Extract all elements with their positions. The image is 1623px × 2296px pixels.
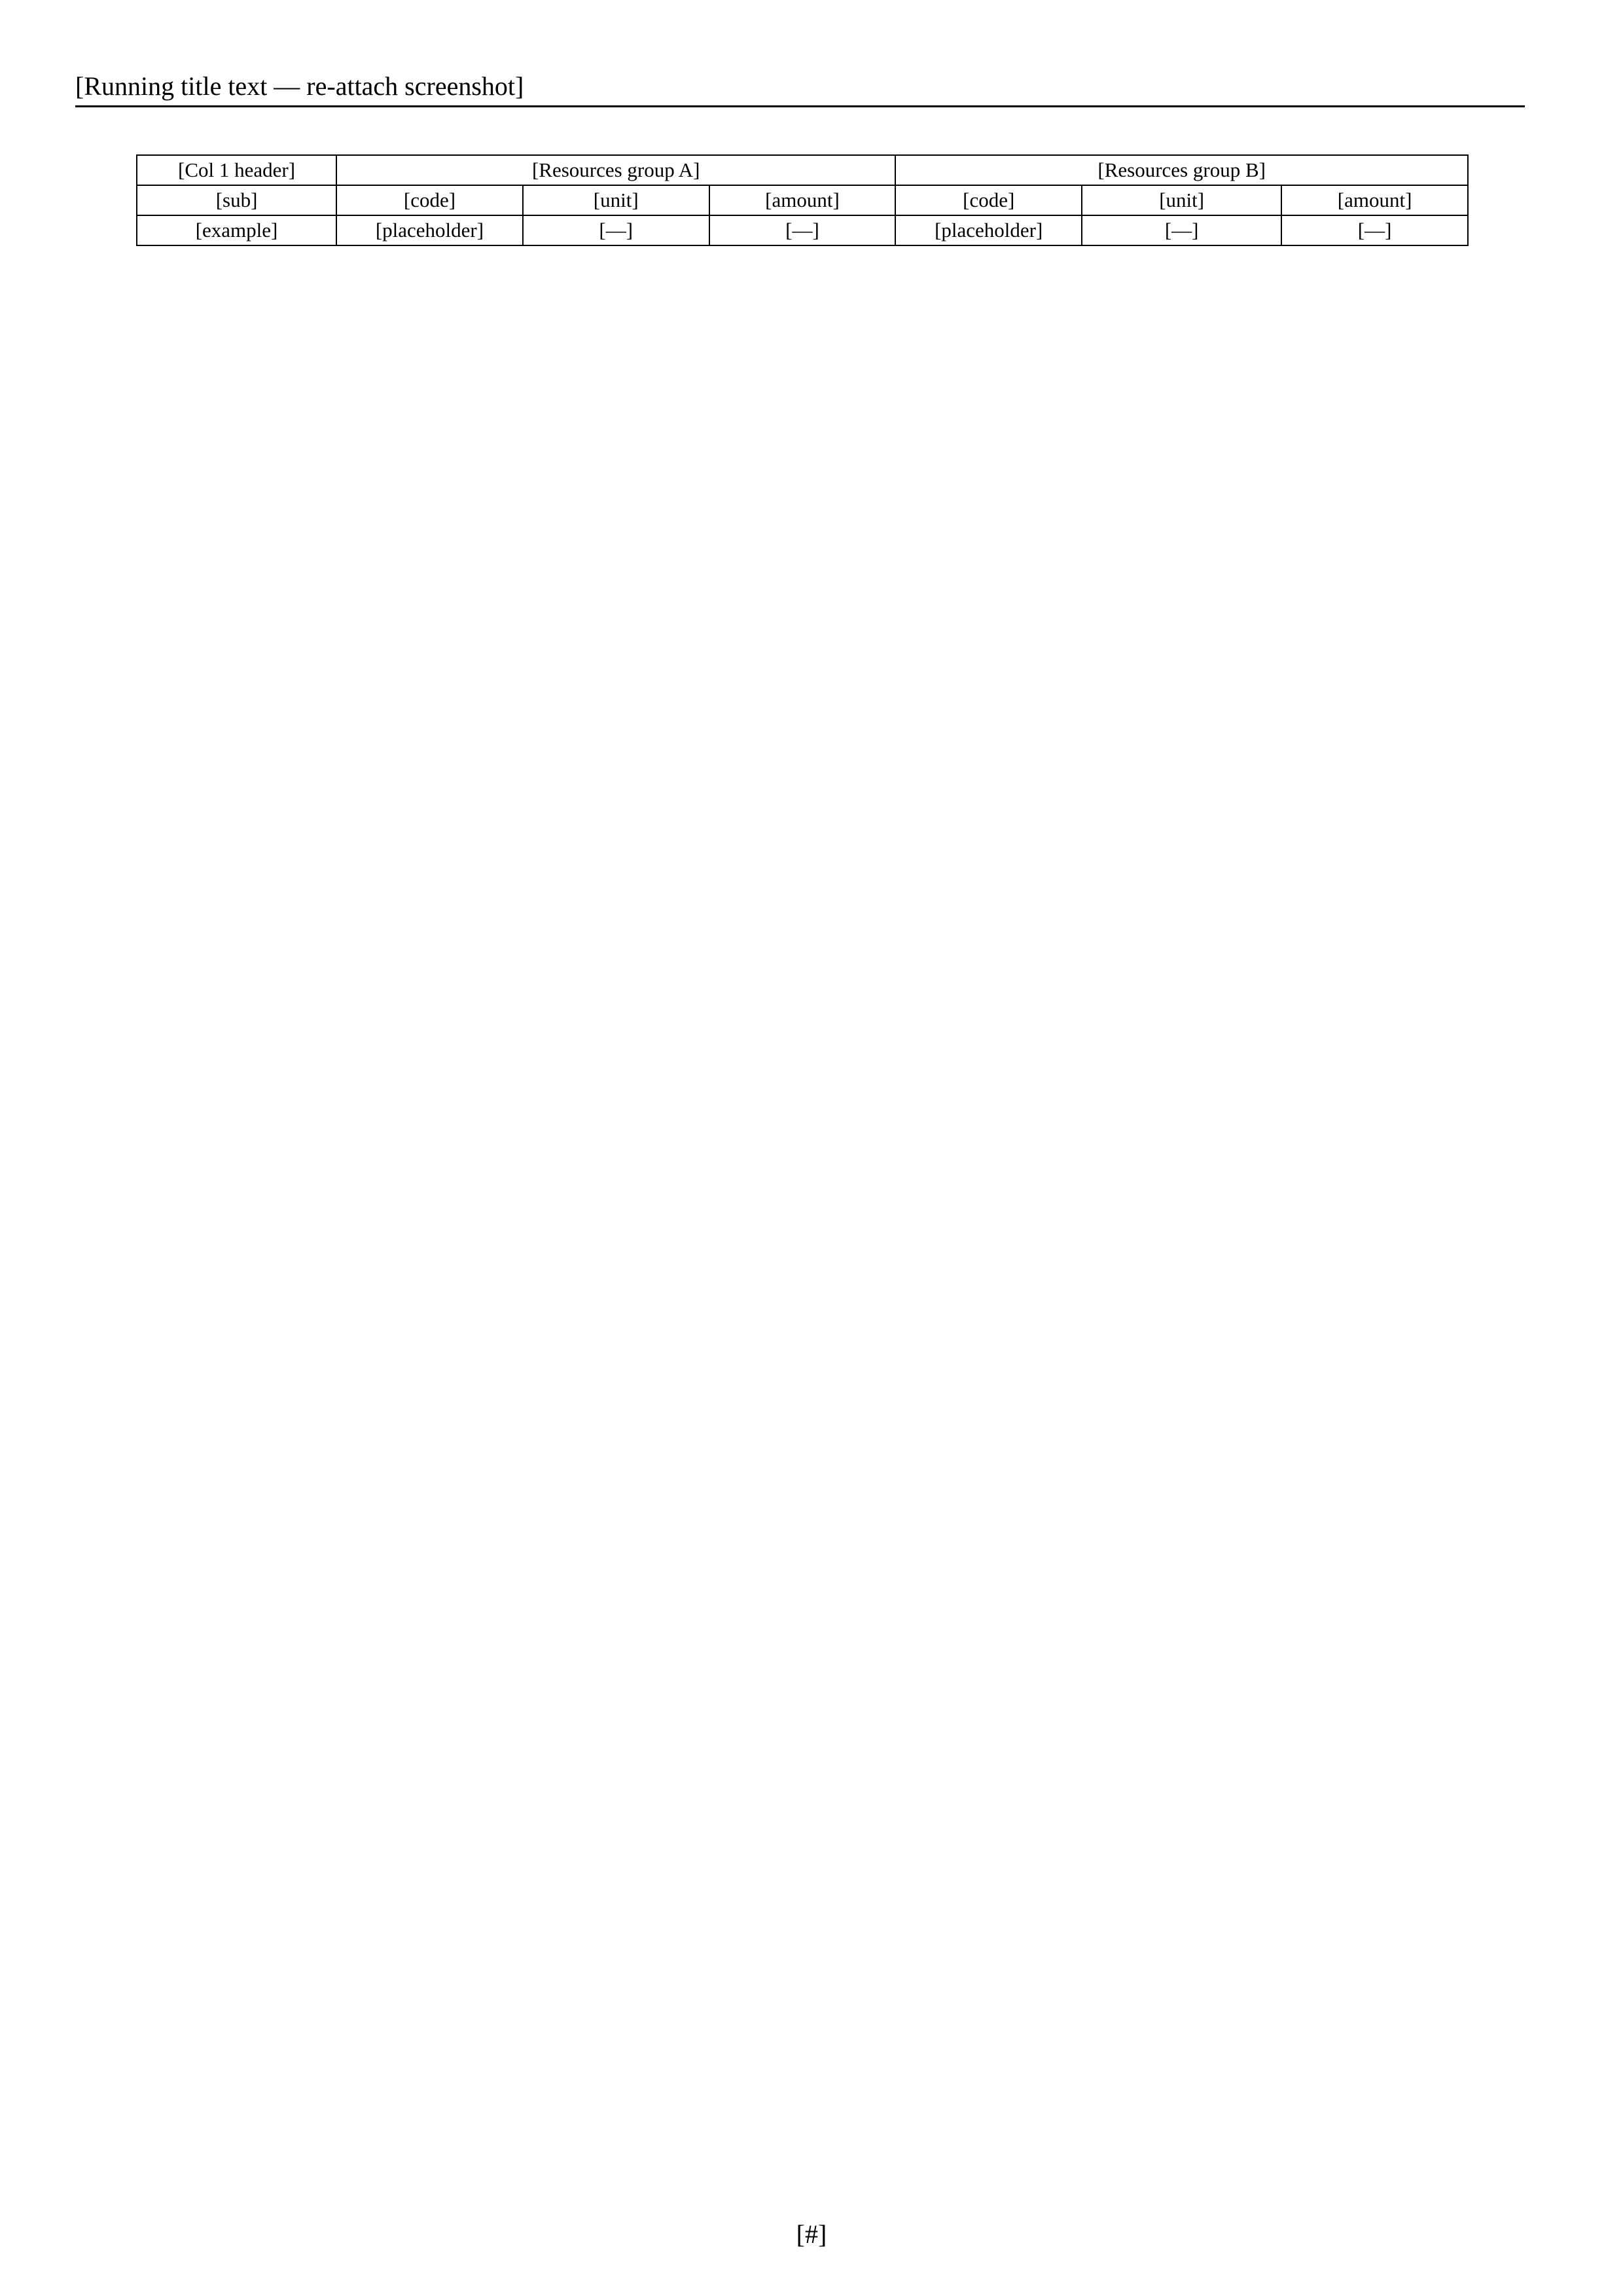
page-number: [#] [796,2219,827,2249]
header-rate-numbers-sub: [sub] [137,185,336,215]
header-target-resources: [Resources group B] [895,155,1468,185]
header-amount-b: [amount] [1281,185,1468,215]
header-source-resources: [Resources group A] [336,155,895,185]
table-head [137,155,1468,215]
header-unit-a: [unit] [523,185,709,215]
code-b-cell: [placeholder] [895,215,1082,245]
amount-a-cell: [—] [709,215,896,245]
unit-b-cell: [—] [1082,215,1281,245]
rates-table-wrapper [136,154,1469,246]
amount-b-cell: [—] [1281,215,1468,245]
header-code-b: [code] [895,185,1082,215]
code-a-cell: [placeholder] [336,215,523,245]
header-amount-a: [amount] [709,185,896,215]
table-header-row-sub [137,185,1468,215]
table-header-row-group [137,155,1468,185]
header-unit-b: [unit] [1082,185,1281,215]
rates-table [136,154,1469,246]
table-body [137,215,1468,245]
rate-number-cell: [example] [137,215,336,245]
header-rate-numbers: [Col 1 header] [137,155,336,185]
table-row [137,215,1468,245]
header-code-a: [code] [336,185,523,215]
running-header: [Running title text — re-attach screenshot] [75,71,1525,107]
unit-a-cell: [—] [523,215,709,245]
